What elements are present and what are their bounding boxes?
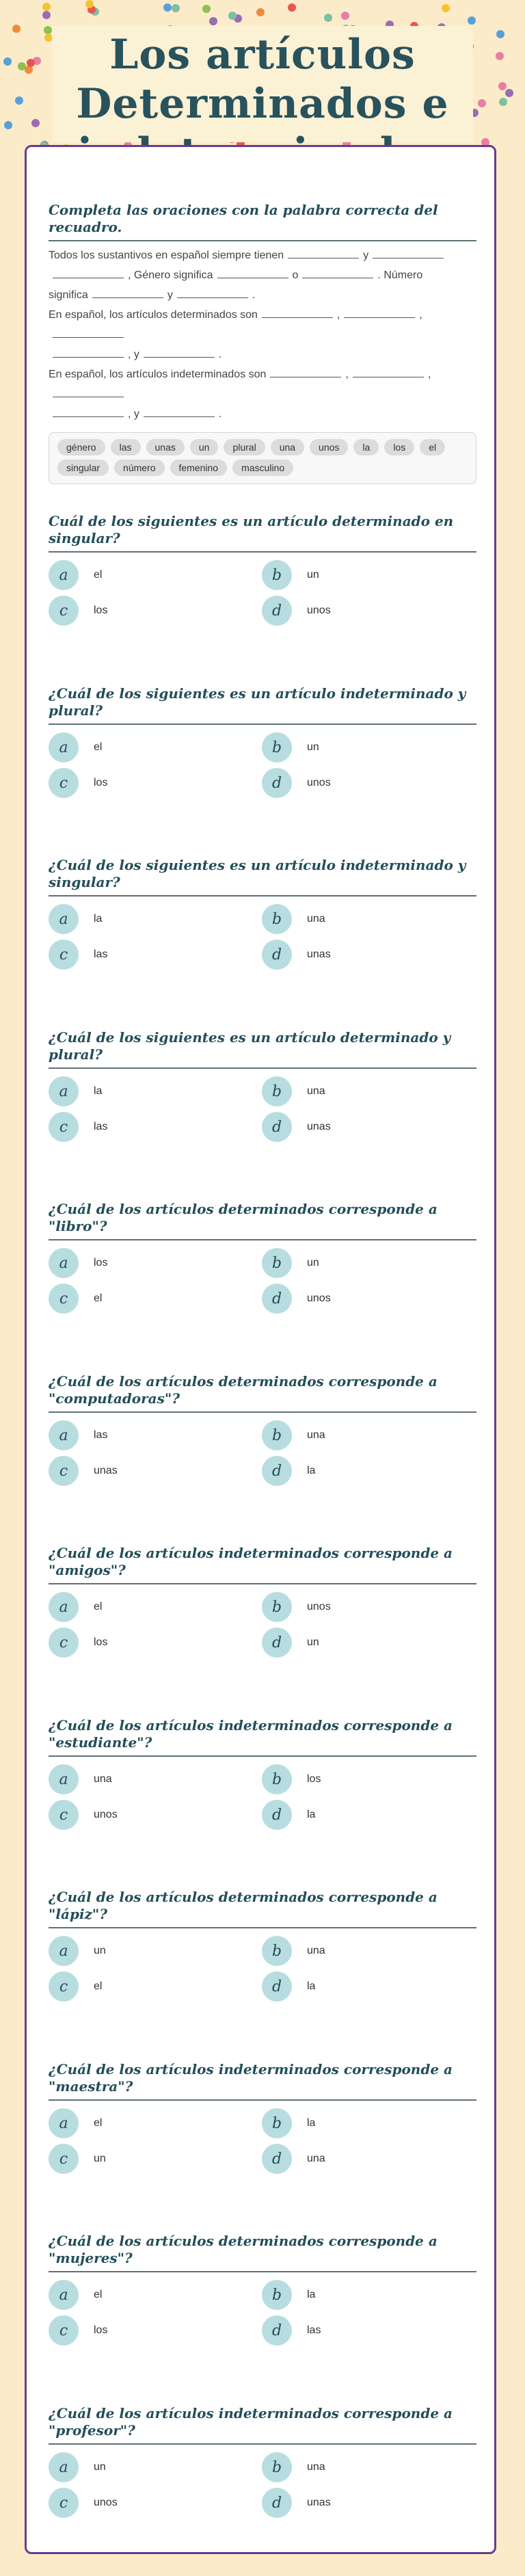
option-letter-badge: a	[49, 1592, 79, 1622]
divider	[49, 1927, 476, 1928]
option-letter-badge: c	[49, 596, 79, 626]
answer-option-c[interactable]	[49, 595, 107, 626]
option-text: el	[94, 2117, 103, 2129]
question-text: ¿Cuál de los artículos determinados corresponde a "computadoras"?	[49, 1373, 438, 1407]
answer-option-d[interactable]	[262, 1971, 315, 2002]
answer-options	[49, 1591, 476, 1667]
option-letter-badge: c	[49, 1112, 79, 1142]
option-letter-badge: d	[262, 1800, 292, 1830]
answer-blank[interactable]	[262, 306, 333, 318]
option-text: los	[94, 777, 108, 788]
answer-blank[interactable]	[53, 386, 124, 397]
option-text: la	[307, 1980, 316, 1992]
word-chip[interactable]: los	[384, 439, 414, 455]
answer-option-b[interactable]	[262, 2108, 315, 2139]
option-text: unos	[94, 1809, 118, 1820]
sentence-text: y	[363, 250, 369, 261]
answer-option-a[interactable]	[49, 2452, 106, 2483]
option-text: la	[94, 1085, 103, 1097]
option-text: el	[94, 569, 103, 581]
divider	[49, 2443, 476, 2445]
sentence-text: .	[218, 408, 222, 420]
fill-in-sentence	[49, 245, 476, 265]
answer-option-c[interactable]	[49, 2143, 106, 2175]
option-letter-badge: b	[262, 1592, 292, 1622]
question-text: ¿Cuál de los artículos indeterminados corresponde a "profesor"?	[49, 2405, 453, 2439]
answer-option-a[interactable]	[49, 1420, 107, 1451]
option-letter-badge: d	[262, 2488, 292, 2518]
question-text: ¿Cuál de los artículos indeterminados corresponde a "estudiante"?	[49, 1717, 453, 1751]
option-letter-badge: c	[49, 940, 79, 970]
answer-option-b[interactable]	[262, 1420, 325, 1451]
answer-option-b[interactable]	[262, 2279, 315, 2311]
option-text: las	[94, 1121, 108, 1132]
answer-options	[49, 1935, 476, 2010]
divider	[49, 723, 476, 725]
confetti-dot	[228, 12, 237, 20]
confetti-dot	[42, 3, 51, 11]
word-chip[interactable]: la	[353, 439, 379, 455]
option-letter-badge: b	[262, 732, 292, 762]
question-text: Cuál de los siguientes es un artículo determinado en singular?	[49, 513, 454, 546]
option-letter-badge: a	[49, 1420, 79, 1450]
confetti-dot	[163, 3, 172, 12]
option-text: el	[94, 2289, 103, 2300]
option-letter-badge: b	[262, 1420, 292, 1450]
option-text: una	[94, 1773, 112, 1785]
option-text: la	[94, 913, 103, 925]
answer-blank[interactable]	[353, 366, 424, 377]
divider	[49, 551, 476, 553]
answer-option-d[interactable]	[262, 2315, 321, 2346]
option-text: una	[307, 913, 325, 925]
question-text: ¿Cuál de los siguientes es un artículo indeterminado y plural?	[49, 685, 466, 719]
sentence-text: o	[292, 269, 299, 281]
divider	[49, 1067, 476, 1069]
sentence-text: . Número	[377, 269, 423, 281]
confetti-dot	[15, 96, 23, 105]
option-text: unos	[307, 777, 331, 788]
option-letter-badge: c	[49, 768, 79, 798]
option-letter-badge: c	[49, 1971, 79, 2002]
question	[49, 685, 476, 807]
word-chip[interactable]: singular	[57, 460, 109, 476]
answer-option-a[interactable]	[49, 559, 102, 591]
sentence-text: .	[252, 289, 256, 301]
option-text: las	[307, 2324, 321, 2336]
question-text: ¿Cuál de los artículos determinados corresponde a "lápiz"?	[49, 1889, 438, 1922]
answer-option-d[interactable]	[262, 595, 331, 626]
option-text: los	[94, 1257, 108, 1269]
confetti-dot	[12, 25, 21, 33]
answer-option-d[interactable]	[262, 1627, 319, 1658]
question-text: ¿Cuál de los artículos determinados corresponde a "mujeres"?	[49, 2233, 438, 2266]
confetti-dot	[478, 99, 486, 107]
option-letter-badge: c	[49, 2315, 79, 2346]
answer-blank[interactable]	[144, 346, 215, 358]
confetti-dot	[498, 82, 507, 90]
answer-option-c[interactable]	[49, 1455, 118, 1487]
option-text: los	[94, 605, 108, 616]
option-letter-badge: b	[262, 904, 292, 934]
answer-option-c[interactable]	[49, 939, 107, 970]
divider	[49, 1239, 476, 1240]
option-letter-badge: b	[262, 560, 292, 590]
option-letter-badge: d	[262, 2144, 292, 2174]
question	[49, 1717, 476, 1839]
title-card	[52, 26, 473, 142]
word-chip[interactable]: número	[114, 460, 164, 476]
word-chip[interactable]: un	[190, 439, 219, 455]
answer-option-c[interactable]	[49, 1111, 107, 1143]
answer-option-c[interactable]	[49, 2487, 118, 2519]
word-chip[interactable]: las	[111, 439, 141, 455]
option-letter-badge: d	[262, 1284, 292, 1314]
option-text: un	[94, 2461, 106, 2473]
sentence-text: En español, los artículos indeterminados son	[49, 369, 267, 380]
confetti-dot	[3, 57, 12, 66]
option-text: unas	[307, 948, 331, 960]
option-text: la	[307, 2289, 316, 2300]
word-chip[interactable]: masculino	[232, 460, 293, 476]
answer-option-c[interactable]	[49, 1799, 118, 1831]
option-letter-badge: b	[262, 2280, 292, 2310]
answer-option-d[interactable]	[262, 2487, 331, 2519]
confetti-dot	[172, 4, 180, 12]
question	[49, 1201, 476, 1323]
option-text: la	[307, 2117, 316, 2129]
confetti-dot	[4, 121, 12, 129]
confetti-dot	[324, 14, 332, 22]
option-letter-badge: c	[49, 1800, 79, 1830]
sentence-text: Todos los sustantivos en español siempre tienen	[49, 250, 284, 261]
question	[49, 1029, 476, 1151]
option-text: un	[94, 1945, 106, 1956]
question-text: ¿Cuál de los artículos indeterminados corresponde a "maestra"?	[49, 2061, 453, 2095]
option-letter-badge: c	[49, 1284, 79, 1314]
question-text: ¿Cuál de los siguientes es un artículo indeterminado y singular?	[49, 857, 466, 890]
answer-option-d[interactable]	[262, 939, 331, 970]
option-text: la	[307, 1809, 316, 1820]
question	[49, 2061, 476, 2183]
page-title: Los artículos Determinados e	[76, 31, 449, 128]
fill-in-sentence	[49, 345, 476, 364]
divider	[49, 1755, 476, 1757]
option-text: un	[307, 1636, 319, 1648]
answer-blank[interactable]	[53, 267, 124, 278]
answer-option-a[interactable]	[49, 903, 102, 935]
option-letter-badge: a	[49, 904, 79, 934]
word-chip[interactable]: una	[271, 439, 304, 455]
confetti-dot	[31, 119, 40, 127]
answer-blank[interactable]	[344, 306, 415, 318]
question-text: ¿Cuál de los artículos determinados corresponde a "libro"?	[49, 1201, 438, 1234]
option-text: una	[307, 1429, 325, 1441]
confetti-dot	[42, 11, 51, 19]
option-text: un	[307, 1257, 319, 1269]
word-chip[interactable]: femenino	[170, 460, 228, 476]
option-text: unos	[94, 2497, 118, 2508]
answer-option-d[interactable]	[262, 767, 331, 799]
option-letter-badge: a	[49, 1764, 79, 1794]
sentence-text: ,	[345, 369, 349, 380]
answer-blank[interactable]	[144, 406, 215, 417]
option-letter-badge: d	[262, 768, 292, 798]
confetti-dot	[18, 62, 26, 70]
option-letter-badge: a	[49, 2452, 79, 2482]
option-letter-badge: a	[49, 1936, 79, 1966]
answer-options	[49, 1764, 476, 1839]
answer-options	[49, 1247, 476, 1323]
answer-option-b[interactable]	[262, 1935, 325, 1967]
confetti-dot	[496, 30, 504, 38]
divider	[49, 2271, 476, 2272]
word-chip[interactable]: unos	[310, 439, 348, 455]
answer-option-a[interactable]	[49, 1247, 107, 1279]
question	[49, 857, 476, 979]
answer-option-d[interactable]	[262, 1799, 315, 1831]
question	[49, 2233, 476, 2354]
answer-blank[interactable]	[270, 366, 341, 377]
answer-blank[interactable]	[53, 326, 124, 338]
answer-blank[interactable]	[53, 346, 124, 358]
option-letter-badge: d	[262, 1628, 292, 1658]
answer-option-c[interactable]	[49, 2315, 107, 2346]
option-text: unos	[307, 605, 331, 616]
answer-option-b[interactable]	[262, 1247, 319, 1279]
answer-option-c[interactable]	[49, 767, 107, 799]
confetti-dot	[442, 4, 450, 12]
option-letter-badge: d	[262, 940, 292, 970]
answer-option-a[interactable]	[49, 1076, 102, 1107]
confetti-dot	[499, 98, 507, 106]
answer-options	[49, 2279, 476, 2354]
answer-option-a[interactable]	[49, 1764, 112, 1795]
option-text: unas	[307, 2497, 331, 2508]
confetti-dot	[85, 0, 94, 8]
sentence-text: , y	[128, 408, 139, 420]
sentence-text: ,	[336, 309, 340, 321]
answer-option-d[interactable]	[262, 1455, 315, 1487]
answer-options	[49, 732, 476, 807]
option-text: unos	[307, 1292, 331, 1304]
answer-blank[interactable]	[177, 287, 248, 298]
option-text: unos	[307, 1601, 331, 1612]
option-letter-badge: c	[49, 1628, 79, 1658]
option-text: los	[307, 1773, 321, 1785]
option-text: el	[94, 1601, 103, 1612]
answer-option-d[interactable]	[262, 2143, 325, 2175]
divider	[49, 2099, 476, 2101]
word-bank	[49, 432, 476, 484]
fill-in-sentence	[49, 305, 476, 345]
option-letter-badge: a	[49, 732, 79, 762]
question	[49, 2405, 476, 2527]
option-text: una	[307, 1085, 325, 1097]
confetti-dot	[496, 52, 504, 60]
answer-blank[interactable]	[53, 406, 124, 417]
answer-option-b[interactable]	[262, 1076, 325, 1107]
option-text: los	[94, 2324, 108, 2336]
option-letter-badge: d	[262, 1112, 292, 1142]
confetti-dot	[209, 17, 217, 25]
option-letter-badge: d	[262, 2315, 292, 2346]
option-text: un	[94, 2153, 106, 2164]
option-text: el	[94, 1292, 103, 1304]
option-letter-badge: c	[49, 2488, 79, 2518]
option-letter-badge: d	[262, 596, 292, 626]
answer-option-a[interactable]	[49, 1935, 106, 1967]
option-letter-badge: a	[49, 1248, 79, 1278]
answer-blank[interactable]	[302, 267, 373, 278]
sentence-text: ,	[427, 369, 431, 380]
option-letter-badge: b	[262, 2108, 292, 2138]
answer-option-d[interactable]	[262, 1283, 331, 1314]
worksheet	[25, 145, 496, 2554]
question	[49, 513, 476, 635]
fill-in-sentences	[49, 245, 476, 424]
sentence-text: , y	[128, 349, 139, 360]
option-text: el	[94, 1980, 103, 1992]
sentence-text: , Género significa	[128, 269, 213, 281]
option-letter-badge: b	[262, 1764, 292, 1794]
answer-blank[interactable]	[373, 247, 444, 258]
option-letter-badge: d	[262, 1971, 292, 2002]
divider	[49, 240, 476, 241]
answer-blank[interactable]	[288, 247, 359, 258]
answer-options	[49, 559, 476, 635]
question-text: ¿Cuál de los artículos indeterminados corresponde a "amigos"?	[49, 1545, 453, 1578]
answer-option-b[interactable]	[262, 559, 319, 591]
confetti-dot	[505, 89, 513, 97]
answer-option-a[interactable]	[49, 732, 102, 763]
answer-option-b[interactable]	[262, 1764, 321, 1795]
answer-option-d[interactable]	[262, 1111, 331, 1143]
answer-option-a[interactable]	[49, 2279, 102, 2311]
option-text: la	[307, 1465, 316, 1476]
fill-in-sentence	[49, 404, 476, 424]
answer-options	[49, 1076, 476, 1151]
divider	[49, 1411, 476, 1413]
answer-option-b[interactable]	[262, 1591, 331, 1623]
word-chip[interactable]: género	[57, 439, 105, 455]
answer-option-b[interactable]	[262, 903, 325, 935]
option-text: unas	[307, 1121, 331, 1132]
option-text: el	[94, 741, 103, 753]
option-text: una	[307, 2461, 325, 2473]
option-text: unas	[94, 1465, 118, 1476]
option-letter-badge: b	[262, 2452, 292, 2482]
question	[49, 1889, 476, 2010]
option-letter-badge: b	[262, 1076, 292, 1106]
option-letter-badge: b	[262, 1936, 292, 1966]
answer-option-c[interactable]	[49, 1627, 107, 1658]
answer-option-a[interactable]	[49, 2108, 102, 2139]
option-letter-badge: a	[49, 2280, 79, 2310]
option-text: una	[307, 1945, 325, 1956]
option-text: las	[94, 948, 108, 960]
confetti-dot	[27, 59, 35, 67]
question-text: ¿Cuál de los siguientes es un artículo determinado y plural?	[49, 1029, 451, 1063]
question	[49, 1373, 476, 1495]
answer-option-a[interactable]	[49, 1591, 102, 1623]
sentence-text: significa	[49, 289, 88, 301]
answer-blank[interactable]	[217, 267, 288, 278]
option-letter-badge: a	[49, 560, 79, 590]
answer-option-b[interactable]	[262, 732, 319, 763]
option-letter-badge: b	[262, 1248, 292, 1278]
confetti-dot	[468, 16, 476, 25]
answer-options	[49, 2452, 476, 2527]
word-chip[interactable]: el	[420, 439, 445, 455]
option-letter-badge: c	[49, 2144, 79, 2174]
option-letter-badge: d	[262, 1456, 292, 1486]
answer-option-c[interactable]	[49, 1283, 102, 1314]
fill-in-sentence	[49, 364, 476, 404]
option-letter-badge: a	[49, 1076, 79, 1106]
divider	[49, 1583, 476, 1584]
answer-option-b[interactable]	[262, 2452, 325, 2483]
option-letter-badge: c	[49, 1456, 79, 1486]
sentence-text: .	[218, 349, 222, 360]
answer-blank[interactable]	[92, 287, 163, 298]
word-chip[interactable]: plural	[224, 439, 265, 455]
answer-options	[49, 1420, 476, 1495]
confetti-dot	[341, 12, 349, 20]
fill-in-heading: Completa las oraciones con la palabra correcta del recuadro.	[49, 202, 438, 235]
option-letter-badge: a	[49, 2108, 79, 2138]
sentence-text: En español, los artículos determinados son	[49, 309, 258, 321]
option-text: las	[94, 1429, 108, 1441]
option-text: una	[307, 2153, 325, 2164]
confetti-dot	[288, 3, 296, 12]
fill-in-sentence	[49, 265, 476, 285]
sentence-text: y	[167, 289, 173, 301]
fill-in-section	[49, 202, 476, 484]
answer-options	[49, 903, 476, 979]
divider	[49, 895, 476, 897]
option-text: un	[307, 569, 319, 581]
question	[49, 1545, 476, 1667]
answer-options	[49, 2108, 476, 2183]
sentence-text: ,	[419, 309, 422, 321]
confetti-dot	[256, 8, 265, 16]
word-chip[interactable]: unas	[146, 439, 185, 455]
fill-in-sentence	[49, 285, 476, 305]
option-text: los	[94, 1636, 108, 1648]
answer-option-c[interactable]	[49, 1971, 102, 2002]
confetti-dot	[202, 5, 211, 13]
option-text: un	[307, 741, 319, 753]
